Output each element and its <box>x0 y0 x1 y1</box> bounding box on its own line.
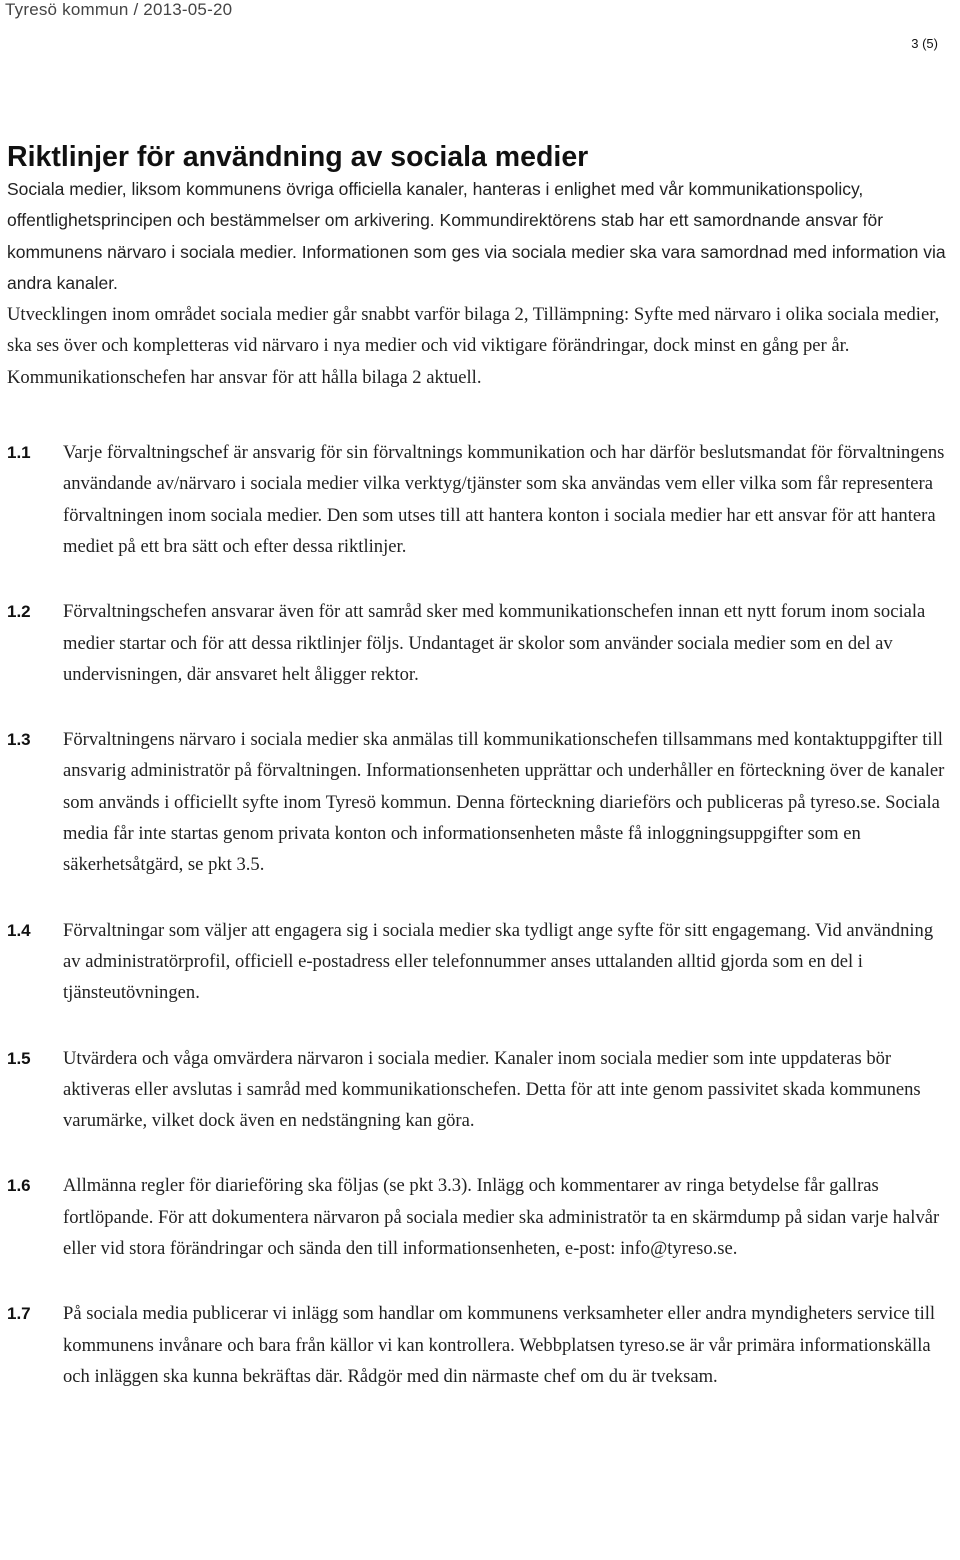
section-1-2 <box>7 596 952 690</box>
section-1-1 <box>7 437 952 562</box>
section-1-7 <box>7 1298 952 1392</box>
section-text: På sociala media publicerar vi inlägg som handlar om kommunens verksamheter eller andra myndigheters service till kommunens invånare och bara från källor vi kan kontrollera. Webbplatsen tyreso.se är vår primära informationskälla och inläggen ska kunna bekräftas där. Rådgör med din närmaste chef om du är tveksam. <box>63 1303 936 1387</box>
section-text: Förvaltningschefen ansvarar även för att samråd sker med kommunikationschefen innan ett nytt forum inom sociala medier startar och för att dessa riktlinjer följs. Undantaget är skolor som använder sociala medier som en del av undervisningen, där ansvaret helt åligger rektor. <box>63 601 926 685</box>
intro-paragraph-2: Utvecklingen inom området sociala medier går snabbt varför bilaga 2, Tillämpning: Syfte med närvaro i olika sociala medier, ska ses över och kompletteras vid närvaro i nya medier och vid viktigare förändringar, dock minst en gång per år. Kommunikationschefen har ansvar för att hålla bilaga 2 aktuell. <box>7 304 940 388</box>
section-number: 1.1 <box>7 443 31 463</box>
section-number: 1.7 <box>7 1304 31 1324</box>
section-number: 1.2 <box>7 602 31 622</box>
document-title: Riktlinjer för användning av sociala medier <box>7 141 589 173</box>
section-text: Förvaltningens närvaro i sociala medier ska anmälas till kommunikationschefen tillsammans med kontaktuppgifter till ansvarig administratör på förvaltningen. Informationsenheten upprättar och underhåller en förteckning över de kanaler som används i officiellt syfte inom Tyresö kommun. Denna förteckning diarieförs och publiceras på tyreso.se. Sociala media får inte startas genom privata konton och informationsenheten måste få inloggningsuppgifter som en säkerhetsåtgärd, se pkt 3.5. <box>63 729 945 876</box>
section-1-4 <box>7 915 952 1009</box>
section-number: 1.6 <box>7 1176 31 1196</box>
intro-paragraph-1: Sociala medier, liksom kommunens övriga officiella kanaler, hanteras i enlighet med vår kommunikationspolicy, offentlighetsprincipen och bestämmelser om arkivering. Kommundirektörens stab har ett samordnande ansvar för kommunens närvaro i sociala medier. Informationen som ges via sociala medier ska vara samordnad med information via andra kanaler. <box>7 179 946 293</box>
section-1-5 <box>7 1043 952 1137</box>
section-text: Allmänna regler för diarieföring ska följas (se pkt 3.3). Inlägg och kommentarer av ringa betydelse får gallras fortlöpande. För att dokumentera närvaron på sociala medier ska administratör ta en skärmdump på sidan varje halvår eller vid stora förändringar och sända den till informationsenheten, e-post: info@tyreso.se. <box>63 1175 940 1260</box>
section-number: 1.4 <box>7 920 31 940</box>
page-number: 3 (5) <box>911 36 938 51</box>
section-text: Utvärdera och våga omvärdera närvaron i sociala medier. Kanaler inom sociala medier som inte uppdateras bör aktiveras eller avslutas i samråd med kommunikationschefen. Detta för att inte genom passivitet skada kommunens varumärke, vilket dock även en nedstängning kan göra. <box>63 1047 921 1132</box>
section-1-3 <box>7 724 952 880</box>
section-number: 1.3 <box>7 730 31 750</box>
section-text: Förvaltningar som väljer att engagera sig i sociala medier ska tydligt ange syfte för sitt engagemang. Vid användning av administratörprofil, officiell e-postadress eller telefonnummer anses uttalanden alltid gjorda som en del i tjänsteutövningen. <box>63 919 934 1004</box>
section-1-6 <box>7 1170 952 1264</box>
document-body <box>7 140 952 1392</box>
section-text: Varje förvaltningschef är ansvarig för sin förvaltnings kommunikation och har därför beslutsmandat för förvaltningens användande av/närvaro i sociala medier vilka verktyg/tjänster som ska användas vem eller vilka som får representera förvaltningen inom sociala medier. Den som utses till att hantera konton i sociala medier har ett ansvar för att hantera mediet på ett bra sätt och efter dessa riktlinjer. <box>63 442 945 557</box>
section-number: 1.5 <box>7 1048 31 1068</box>
document-header-org-date: Tyresö kommun / 2013-05-20 <box>5 0 233 19</box>
